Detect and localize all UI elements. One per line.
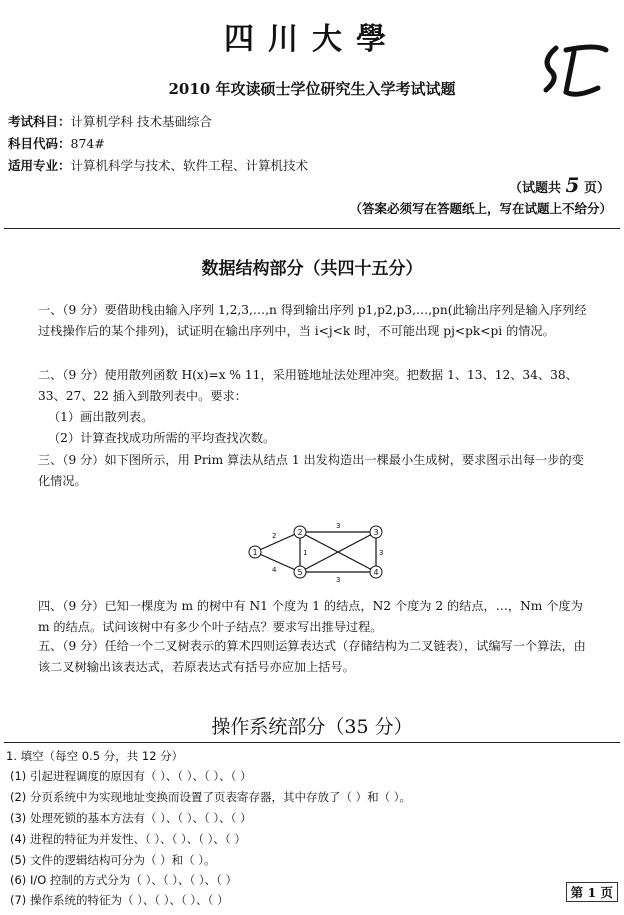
fill-item-7: (7) 操作系统的特征为（ ）、（ ）、（ ）、（ ） <box>10 893 229 907</box>
fill-item-6: (6) I/O 控制的方式分为（ ）、（ ）、（ ）、（ ） <box>10 873 238 887</box>
code-line <box>8 134 105 152</box>
fill-blank-title: 1. 填空（每空 0.5 分，共 12 分） <box>6 749 184 763</box>
answer-notice: （答案必须写在答题纸上，写在试题上不给分） <box>349 201 612 216</box>
fill-item-4: (4) 进程的特征为并发性、（ ）、（ ）、（ ）、（ ） <box>10 832 246 846</box>
graph-figure <box>230 516 400 586</box>
divider-os <box>4 742 620 743</box>
weight-3-4: 3 <box>379 549 384 557</box>
exam-title: 2010 年攻读硕士学位研究生入学考试试题 <box>168 80 456 98</box>
question-1: 一、（9 分）要借助栈由输入序列 1,2,3,…,n 得到输出序列 p1,p2,p3,…,pn(此输出序列是输入序列经过栈操作后的某个排列)，试证明在输出序列中，当 i<j<k 时，不可能出现 pj<pk<pi 的情况。 <box>38 303 587 338</box>
question-4: 四、（9 分）已知一棵度为 m 的树中有 N1 个度为 1 的结点，N2 个度为 2 的结点，…，Nm 个度为 m 的结点。试问该树中有多少个叶子结点？要求写出推导过程。 <box>38 599 583 634</box>
question-3: 三、（9 分）如下图所示，用 Prim 算法从结点 1 出发构造出一棵最小生成树，要求图示出每一步的变化情况。 <box>38 453 584 488</box>
pages-suffix: 页） <box>583 181 610 196</box>
pages-number: 5 <box>565 173 580 197</box>
major-value: 计算机科学与技术、软件工程、计算机技术 <box>70 158 309 173</box>
edge-1-2 <box>255 532 300 552</box>
node-4-label: 4 <box>373 568 379 577</box>
divider-top <box>4 228 620 229</box>
weight-1-5: 4 <box>272 566 277 574</box>
question-5: 五、（9 分）任给一个二叉树表示的算术四则运算表达式（存储结构为二叉链表），试编写一个算法，由该二叉树输出该表达式，若原表达式有括号亦应加上括号。 <box>38 639 586 674</box>
weight-2-5: 1 <box>303 549 308 557</box>
edge-1-5 <box>255 552 300 572</box>
subject-value: 计算机学科 技术基础综合 <box>70 114 212 129</box>
subject-label: 考试科目： <box>8 114 71 129</box>
os-section-title: 操作系统部分（35 分） <box>211 716 413 738</box>
graph-nodes <box>249 526 382 578</box>
fill-item-2: (2) 分页系统中为实现地址变换而设置了页表寄存器，其中存放了（ ）和（ ）。 <box>10 790 412 804</box>
pages-prefix: （试题共 <box>508 181 561 196</box>
page-number: 第 1 页 <box>566 882 618 902</box>
fill-item-5: (5) 文件的逻辑结构可分为（ ）和（ ）。 <box>10 853 216 867</box>
code-value: 874# <box>70 136 105 151</box>
page-count <box>509 173 610 197</box>
code-label: 科目代码： <box>8 136 71 151</box>
weight-2-3: 3 <box>336 522 341 530</box>
node-1-label: 1 <box>252 548 258 557</box>
weight-1-2: 2 <box>272 532 277 540</box>
graph-edge-weights <box>272 522 383 584</box>
fill-item-1: (1) 引起进程调度的原因有（ ）、（ ）、（ ）、（ ） <box>10 769 252 783</box>
university-name: 四川大學 <box>224 22 400 57</box>
question-2-part-1: （1）画出散列表。 <box>48 410 154 424</box>
weight-5-4: 3 <box>336 576 341 584</box>
major-label: 适用专业： <box>8 158 71 173</box>
node-5-label: 5 <box>297 568 303 577</box>
question-2: 二、（9 分）使用散列函数 H(x)=x % 11，采用链地址法处理冲突。把数据 1、13、12、34、38、33、27、22 插入到散列表中。要求： <box>38 368 578 403</box>
question-2-part-2: （2）计算查找成功所需的平均查找次数。 <box>48 431 276 445</box>
fill-item-3: (3) 处理死锁的基本方法有（ ）、（ ）、（ ）、（ ） <box>10 811 252 825</box>
ds-section-title: 数据结构部分（共四十五分） <box>201 259 423 279</box>
subject-line <box>8 112 212 130</box>
major-line <box>8 156 308 174</box>
node-3-label: 3 <box>373 528 379 537</box>
node-2-label: 2 <box>297 528 303 537</box>
